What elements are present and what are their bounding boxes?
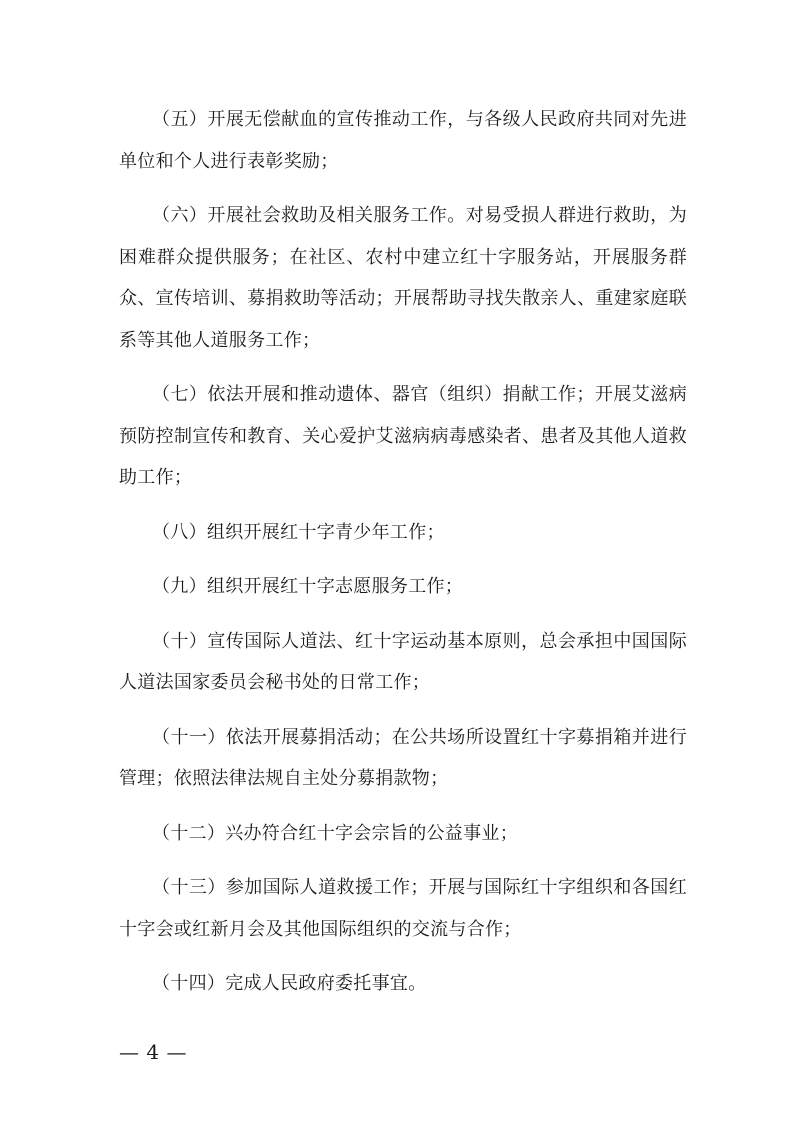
paragraph-item-12: （十二）兴办符合红十字会宗旨的公益事业； bbox=[152, 822, 518, 844]
paragraph-item-14: （十四）完成人民政府委托事宜。 bbox=[152, 973, 427, 994]
document-body bbox=[119, 99, 687, 1018]
paragraph-item-8: （八）组织开展红十字青少年工作； bbox=[152, 521, 445, 543]
paragraph-item-10: （十）宣传国际人道法、红十字运动基本原则，总会承担中国国际人道法国家委员会秘书处的日常工作； bbox=[119, 630, 687, 693]
paragraph-item-11: （十一）依法开展募捐活动；在公共场所设置红十字募捐箱并进行管理；依照法律法规自主处分募捐款物； bbox=[119, 726, 687, 789]
paragraph-item-13: （十三）参加国际人道救援工作；开展与国际红十字组织和各国红十字会或红新月会及其他国际组织的交流与合作； bbox=[119, 877, 687, 940]
paragraph-item-6: （六）开展社会救助及相关服务工作。对易受损人群进行救助，为困难群众提供服务；在社区、农村中建立红十字服务站，开展服务群众、宣传培训、募捐救助等活动；开展帮助寻找失散亲人、重建家庭联系等其他人道服务工作； bbox=[119, 205, 687, 351]
paragraph-item-7: （七）依法开展和推动遗体、器官（组织）捐献工作；开展艾滋病预防控制宣传和教育、关心爱护艾滋病病毒感染者、患者及其他人道救助工作； bbox=[119, 384, 687, 488]
page-number: — 4 — bbox=[119, 1040, 187, 1064]
paragraph-item-5: （五）开展无偿献血的宣传推动工作，与各级人民政府共同对先进单位和个人进行表彰奖励； bbox=[119, 109, 687, 172]
paragraph-item-9: （九）组织开展红十字志愿服务工作； bbox=[152, 576, 464, 597]
